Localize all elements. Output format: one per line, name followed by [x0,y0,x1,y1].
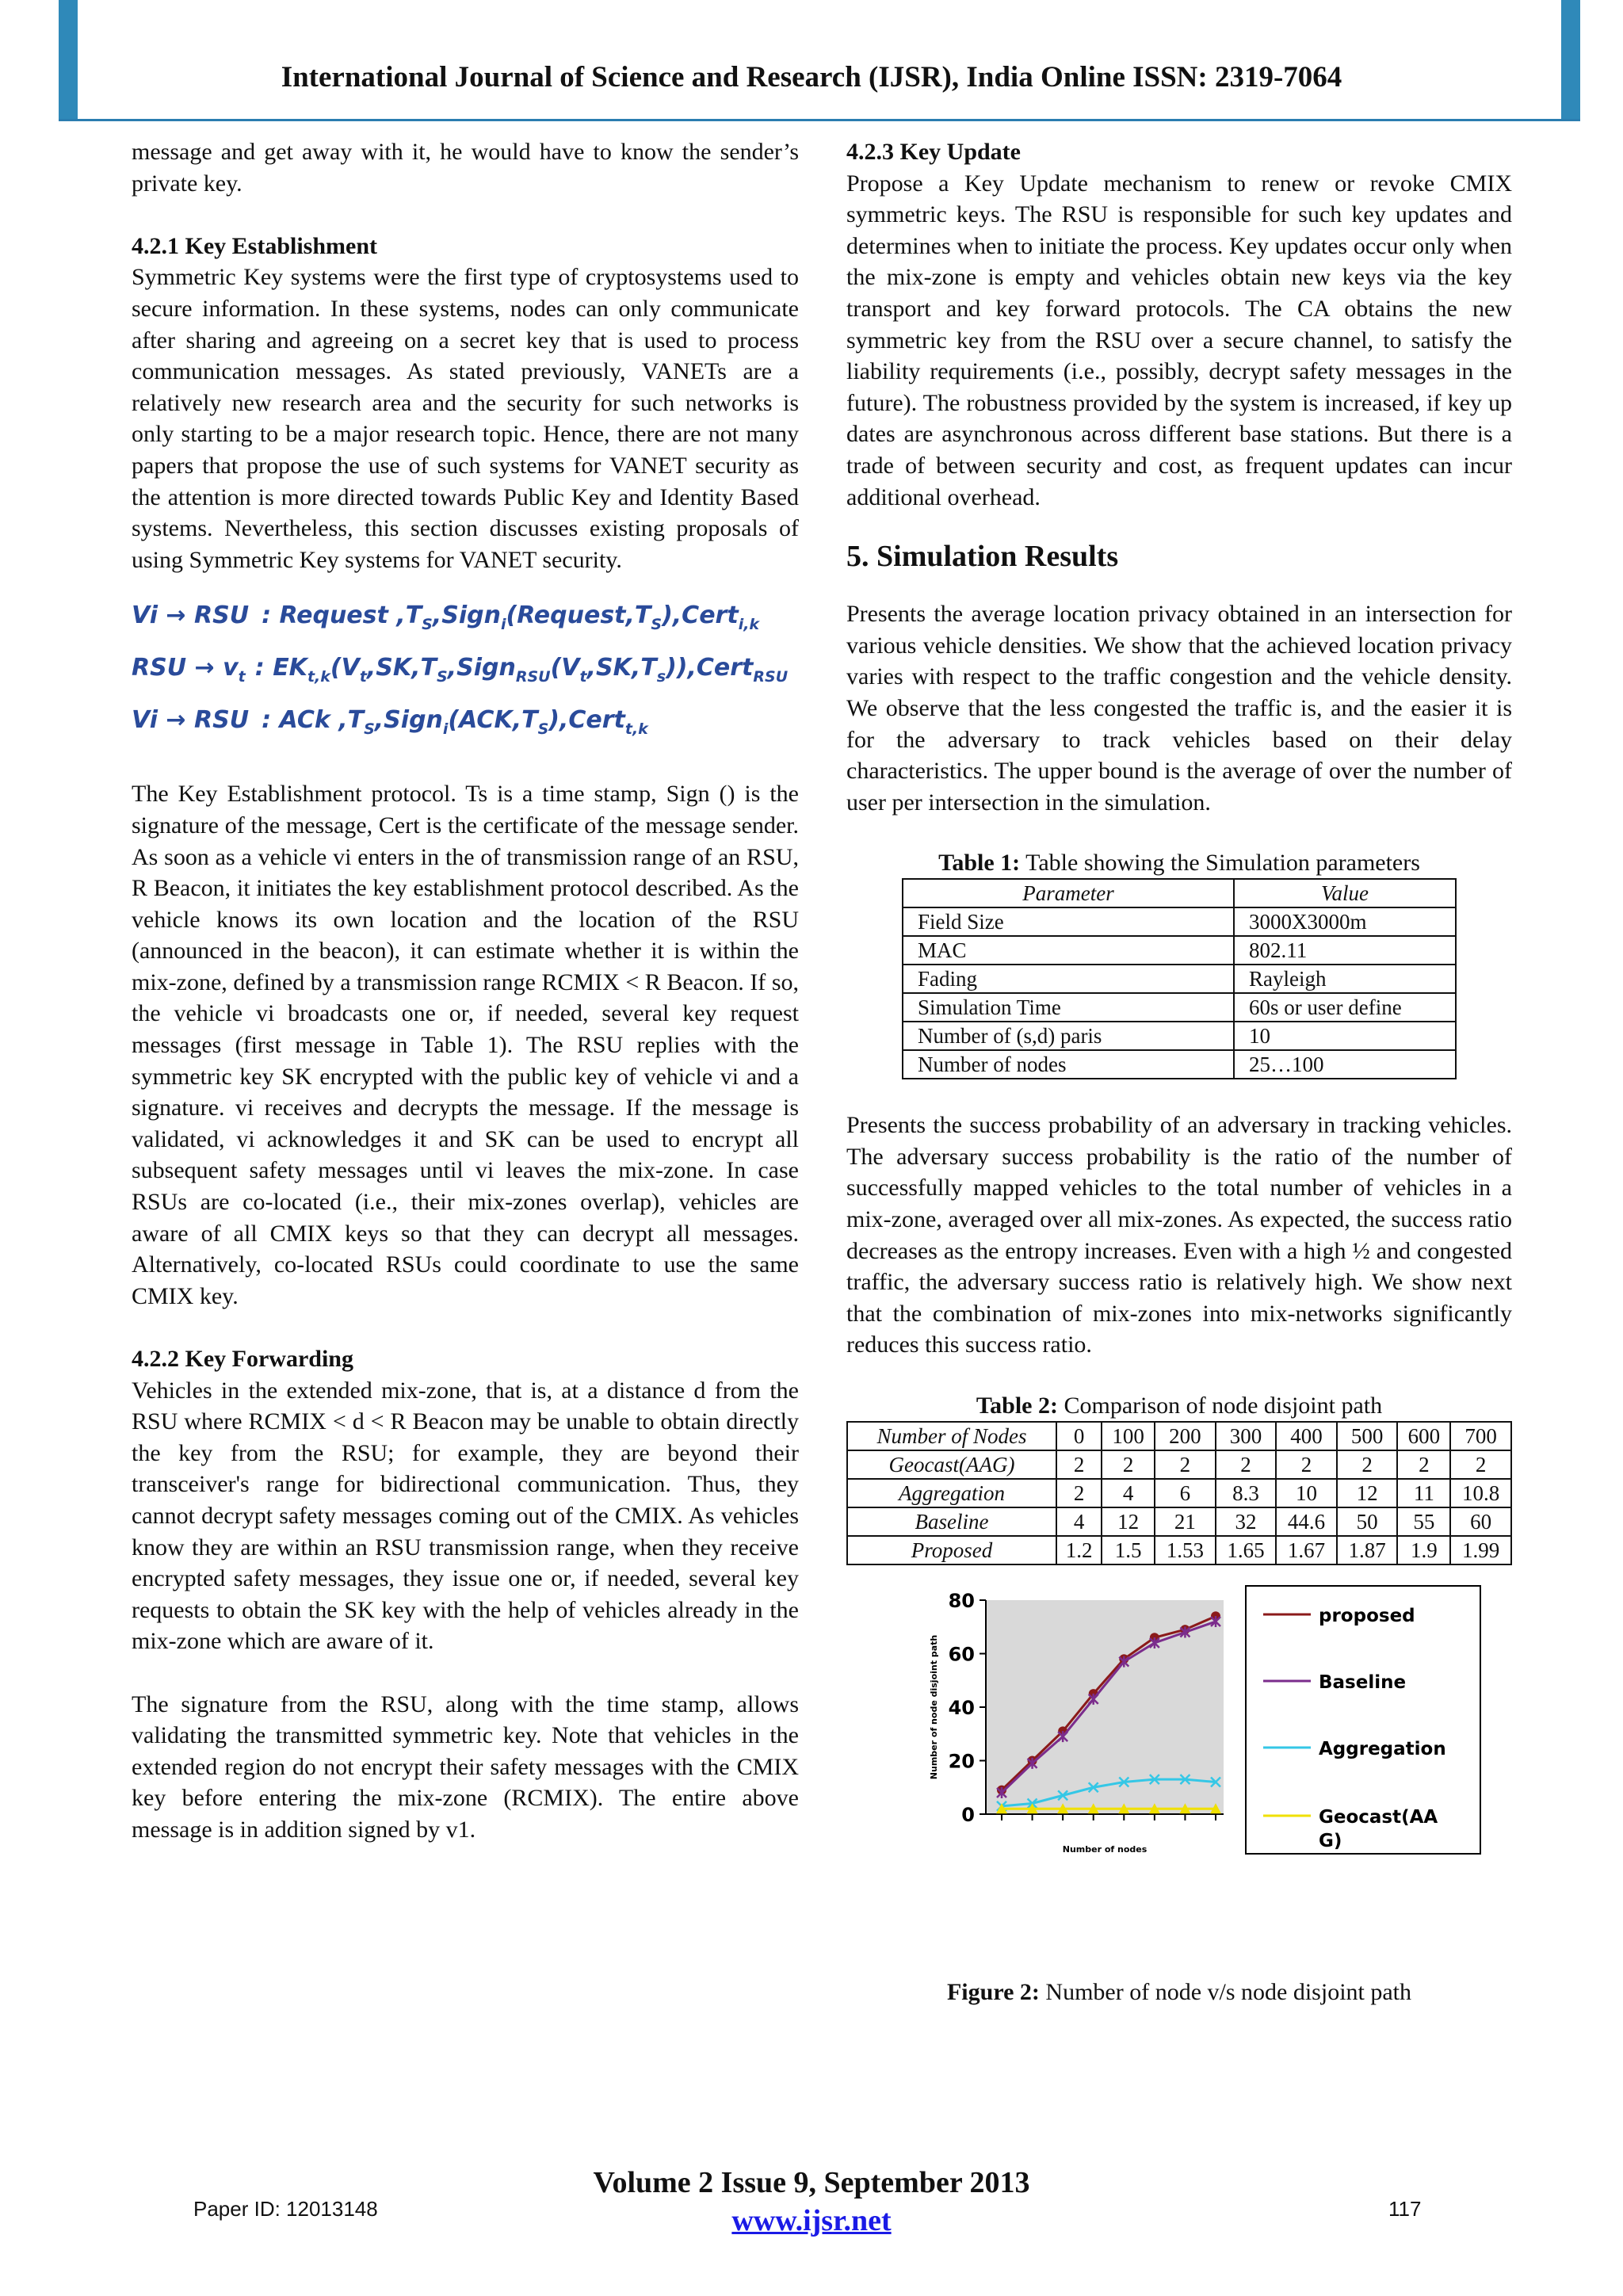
table-header-cell: Value [1234,879,1456,907]
journal-title: International Journal of Science and Research (IJSR), India Online ISSN: 2319-7064 [281,61,1342,94]
footer-volume: Volume 2 Issue 9, September 2013 [593,2166,1030,2199]
table-cell: 4 [1056,1507,1102,1536]
table-cell: Fading [903,965,1234,993]
table-cell: Aggregation [847,1479,1056,1507]
table-cell: Geocast(AAG) [847,1450,1056,1479]
table-cell: 2 [1102,1450,1155,1479]
table-cell: Rayleigh [1234,965,1456,993]
table-cell: Baseline [847,1507,1056,1536]
table-cell: 500 [1337,1422,1398,1450]
table-row [903,936,1456,965]
table-cell: 700 [1450,1422,1511,1450]
table-cell: 2 [1216,1450,1277,1479]
table-cell: 21 [1155,1507,1216,1536]
x-axis-label: Number of nodes [1062,1844,1148,1855]
table-cell: 10 [1276,1479,1337,1507]
table-row [903,993,1456,1022]
y-tick-label: 0 [961,1804,975,1827]
table-cell: 2 [1397,1450,1450,1479]
section-heading-4-2-1: 4.2.1 Key Establishment [132,232,378,259]
table-cell: 6 [1155,1479,1216,1507]
table-cell: 1.9 [1397,1536,1450,1564]
y-tick-label: 20 [948,1750,975,1773]
footer-url-link[interactable]: www.ijsr.net [731,2204,892,2237]
table-cell: 802.11 [1234,936,1456,965]
table-1-caption: Table 1: Table showing the Simulation parameters [938,850,1420,877]
paragraph: Propose a Key Update mechanism to renew or revoke CMIX symmetric keys. The RSU is responsible for such key updates and determines when to initiate the process. Key updates occur only when the mix-zone is empty and vehicles obtain new keys via the key transport and key forward protocols. The CA obtains the new symmetric key from the RSU over a secure channel, to satisfy the liability requirements (i.e., possibly, decrypt safety messages in the future). The robustness provided by the system is increased, if key up dates are asynchronous across different base stations. But there is a trade of between security and cost, as frequent updates can incur additional overhead. [846,170,1512,510]
table-cell: MAC [903,936,1234,965]
header-rule [59,119,1580,121]
table-cell: 2 [1056,1450,1102,1479]
table-row [847,1479,1511,1507]
table-row [847,1422,1511,1450]
table-cell: 60s or user define [1234,993,1456,1022]
left-column [132,136,799,1846]
y-tick-label: 40 [948,1697,975,1720]
table-cell: 1.2 [1056,1536,1102,1564]
table-cell: 1.65 [1216,1536,1277,1564]
table-cell: 1.87 [1337,1536,1398,1564]
header-accent-left [59,0,78,119]
table-cell: 300 [1216,1422,1277,1450]
table-cell: 12 [1102,1507,1155,1536]
table-cell: 1.99 [1450,1536,1511,1564]
table-cell: 600 [1397,1422,1450,1450]
table-cell: 44.6 [1276,1507,1337,1536]
table-1 [902,878,1457,1079]
table-cell: 8.3 [1216,1479,1277,1507]
table-cell: 32 [1216,1507,1277,1536]
protocol-formula [132,591,799,747]
table-cell: 60 [1450,1507,1511,1536]
y-tick-label: 80 [948,1590,975,1613]
table-cell: 3000X3000m [1234,907,1456,936]
table-cell: 100 [1102,1422,1155,1450]
table-cell: 2 [1337,1450,1398,1479]
table-cell: 0 [1056,1422,1102,1450]
table-row [903,1022,1456,1050]
table-row [847,1536,1511,1564]
y-tick-label: 60 [948,1643,975,1666]
table-cell: Number of Nodes [847,1422,1056,1450]
legend-label: G) [1319,1831,1342,1852]
svg-text:Vi → RSU: ACk ,TS,Signi(ACK,TS: Vi → RSU : ACk $,T_S,Sign_i(ACK,T_S),Cert_{t,k}$ [132,706,648,739]
table-cell: 4 [1102,1479,1155,1507]
paragraph: The Key Establishment protocol. Ts is a time stamp, Sign () is the signature of the message, Cert is the certificate of the message sender. As soon as a vehicle vi enters in the of transmission range of an RSU, R Beacon, it initiates the key establishment protocol described. As the vehicle knows its own location and the location of the RSU (announced in the beacon), it can estimate whether it is within the mix-zone, defined by a transmission range RCMIX < R Beacon. If so, the vehicle vi broadcasts one or, if needed, several key request messages (first message in Table 1). The RSU replies with the symmetric key SK encrypted with the public key of vehicle vi and a signature. vi receives and decrypts the message. If the message is validated, vi acknowledges it and SK can be used to encrypt all subsequent safety messages until vi leaves the mix-zone. In case RSUs are co-located (i.e., their mix-zones overlap), vehicles are aware of all CMIX keys so that they can decrypt all messages. Alternatively, co-located RSUs could coordinate to use the same CMIX key. [132,781,799,1309]
table-cell: 11 [1397,1479,1450,1507]
table-cell: 2 [1276,1450,1337,1479]
paragraph: Symmetric Key systems were the first type of cryptosystems used to secure information. In these systems, nodes can only communicate after sharing and agreeing on a secret key that is used to process communication messages. As stated previously, VANETs are a relatively new research area and the security for such networks is only starting to be a major research topic. Hence, there are not many papers that propose the use of such systems for VANET security as the attention is more directed towards Public Key and Identity Based systems. Nevertheless, this section discusses existing proposals of using Symmetric Key systems for VANET security. [132,264,799,573]
table-cell: 2 [1056,1479,1102,1507]
table-cell: 200 [1155,1422,1216,1450]
table-cell: 1.53 [1155,1536,1216,1564]
table-header-row [903,879,1456,907]
legend-label: Aggregation [1319,1739,1446,1760]
formula-image [132,591,789,747]
svg-text:Vi → RSU: Request ,TS,Signi(Re: Vi → RSU : Request $,T_S,Sign_i(Request,T_S),Cert_{i,k}$ [132,602,760,634]
paragraph: The signature from the RSU, along with the time stamp, allows validating the transmitted symmetric key. Note that vehicles in the extended region do not encrypt their safety messages with the CMIX key before entering the mix-zone (RCMIX). The entire above message is in addition signed by v1. [132,1690,799,1843]
legend-label: proposed [1319,1606,1415,1627]
figure-2-caption: Figure 2: Number of node v/s node disjoint path [946,1979,1412,2006]
table-cell: 10 [1234,1022,1456,1050]
table-cell: Number of (s,d) paris [903,1022,1234,1050]
table-cell: Proposed [847,1536,1056,1564]
table-row [847,1450,1511,1479]
right-column [846,136,1512,2008]
line-chart [913,1584,1484,1996]
paragraph: Presents the success probability of an adversary in tracking vehicles. The adversary success probability is the ratio of the number of successfully mapped vehicles to the total number of vehicles in a mix-zone, averaged over all mix-zones. As expected, the success ratio decreases as the entropy increases. Even with a high ½ and congested traffic, the adversary success ratio is relatively high. We show next that the combination of mix-zones into mix-networks significantly reduces this success ratio. [846,1112,1512,1358]
section-heading-4-2-2: 4.2.2 Key Forwarding [132,1346,353,1372]
paragraph: Presents the average location privacy obtained in an intersection for various vehicle densities. We show that the achieved location privacy varies with respect to the traffic congestion and the vehicle density. We observe that the less congested the traffic is, and the easier it is for the adversary to track vehicles based on their delay characteristics. The upper bound is the average of over the number of user per intersection in the simulation. [846,601,1512,816]
section-heading-5: 5. Simulation Results [846,540,1119,574]
paragraph: message and get away with it, he would have to know the sender’s private key. [132,139,799,197]
table-2-caption: Table 2: Comparison of node disjoint path [976,1392,1383,1419]
figure-2-chart [913,1584,1484,1996]
table-header-cell: Parameter [903,879,1234,907]
footer-page-number: 117 [1388,2197,1422,2221]
table-cell: 10.8 [1450,1479,1511,1507]
table-cell: 2 [1155,1450,1216,1479]
y-axis-label: Number of node disjoint path [929,1634,939,1780]
legend-label: Geocast(AA [1319,1807,1438,1828]
legend-label: Baseline [1319,1672,1407,1694]
table-cell: 50 [1337,1507,1398,1536]
table-2 [846,1421,1512,1565]
table-cell: 12 [1337,1479,1398,1507]
footer-paper-id: Paper ID: 12013148 [193,2197,378,2221]
table-cell: 55 [1397,1507,1450,1536]
table-row [903,1050,1456,1079]
header-accent-right [1561,0,1580,119]
table-cell: Field Size [903,907,1234,936]
svg-text:RSU → vt: EKt,k(Vt,SK,TS,SignR: RSU → $v_t$ : $EK_{t,k}(V_t,SK,T_S,Sign_{RSU}(V_t,SK,T_s)),Cert_{RSU}$ [132,654,789,686]
table-cell: Number of nodes [903,1050,1234,1079]
table-cell: 400 [1276,1422,1337,1450]
table-cell: Simulation Time [903,993,1234,1022]
table-row [903,965,1456,993]
table-cell: 1.67 [1276,1536,1337,1564]
table-row [847,1507,1511,1536]
table-row [903,907,1456,936]
section-heading-4-2-3: 4.2.3 Key Update [846,139,1021,165]
table-cell: 2 [1450,1450,1511,1479]
table-cell: 25…100 [1234,1050,1456,1079]
table-cell: 1.5 [1102,1536,1155,1564]
paragraph: Vehicles in the extended mix-zone, that is, at a distance d from the RSU where RCMIX < d < R Beacon may be unable to obtain directly the key from the RSU; for example, they are beyond their transceiver's range for bidirectional communication. Thus, they cannot decrypt safety messages coming out of the CMIX. As vehicles know they are within an RSU transmission range, when they receive encrypted safety messages, they issue one or, if needed, several key requests to obtain the SK key with the help of vehicles already in the mix-zone which are aware of it. [132,1377,799,1655]
